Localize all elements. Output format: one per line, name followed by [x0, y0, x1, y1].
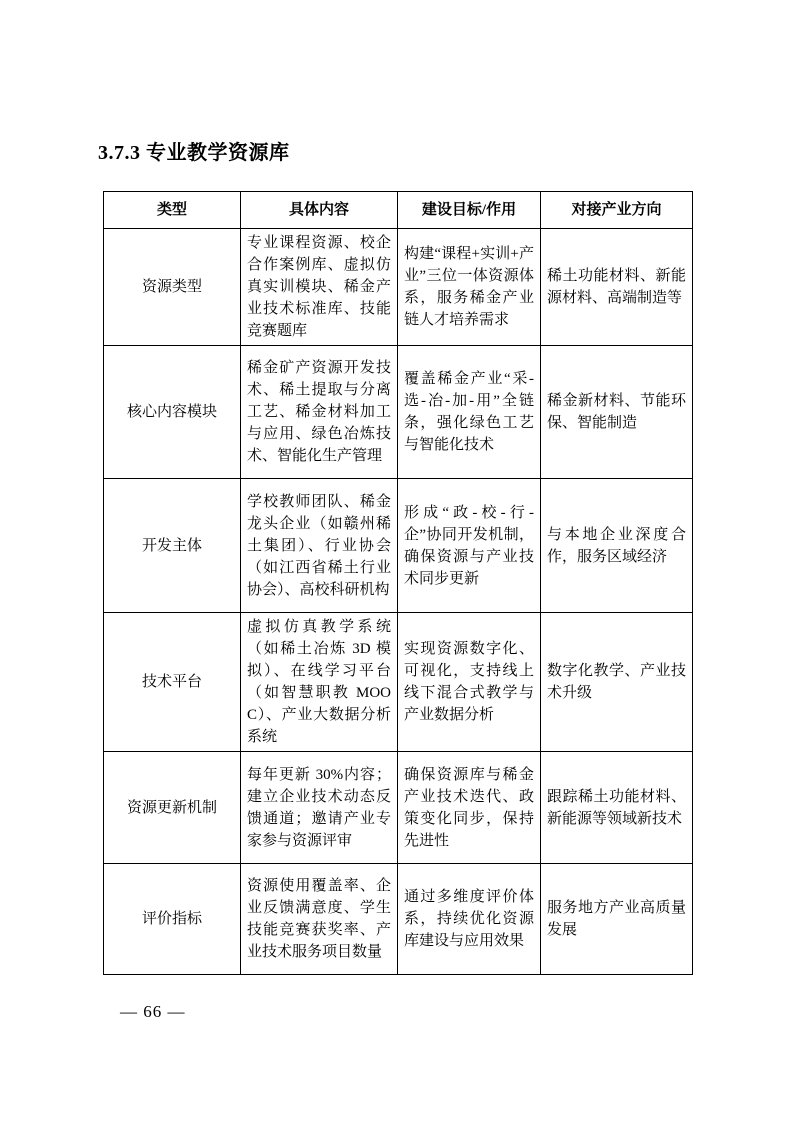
- page-number: — 66 —: [120, 1002, 186, 1021]
- table-row: [104, 613, 693, 752]
- table-row: [104, 479, 693, 613]
- cell-content: 每年更新 30%内容；建立企业技术动态反馈通道；邀请产业专家参与资源评审: [241, 752, 398, 864]
- column-header-content: 具体内容: [241, 192, 398, 229]
- cell-goal: 覆盖稀金产业“采-选-冶-加-用”全链条，强化绿色工艺与智能化技术: [398, 346, 541, 479]
- cell-goal: 通过多维度评价体系，持续优化资源库建设与应用效果: [398, 864, 541, 975]
- cell-content: 学校教师团队、稀金龙头企业（如赣州稀土集团）、行业协会（如江西省稀土行业协会）、高校科研机构: [241, 479, 398, 613]
- cell-content: 虚拟仿真教学系统（如稀土冶炼 3D 模拟）、在线学习平台（如智慧职教 MOOC）、产业大数据分析系统: [241, 613, 398, 752]
- cell-type: 资源更新机制: [104, 752, 241, 864]
- cell-type: 核心内容模块: [104, 346, 241, 479]
- cell-type: 开发主体: [104, 479, 241, 613]
- cell-industry: 稀金新材料、节能环保、智能制造: [541, 346, 693, 479]
- cell-goal: 形成“政-校-行-企”协同开发机制，确保资源与产业技术同步更新: [398, 479, 541, 613]
- cell-industry: 跟踪稀土功能材料、新能源等领域新技术: [541, 752, 693, 864]
- cell-content: 专业课程资源、校企合作案例库、虚拟仿真实训模块、稀金产业技术标准库、技能竞赛题库: [241, 229, 398, 346]
- table-row: [104, 752, 693, 864]
- cell-industry: 数字化教学、产业技术升级: [541, 613, 693, 752]
- section-title: 3.7.3 专业教学资源库: [98, 142, 290, 164]
- cell-industry: 与本地企业深度合作，服务区域经济: [541, 479, 693, 613]
- cell-industry: 稀土功能材料、新能源材料、高端制造等: [541, 229, 693, 346]
- resource-table: [103, 191, 693, 975]
- cell-content: 稀金矿产资源开发技术、稀土提取与分离工艺、稀金材料加工与应用、绿色冶炼技术、智能化生产管理: [241, 346, 398, 479]
- cell-goal: 确保资源库与稀金产业技术迭代、政策变化同步，保持先进性: [398, 752, 541, 864]
- cell-type: 资源类型: [104, 229, 241, 346]
- column-header-type: 类型: [104, 192, 241, 229]
- cell-goal: 构建“课程+实训+产业”三位一体资源体系，服务稀金产业链人才培养需求: [398, 229, 541, 346]
- table-row: [104, 229, 693, 346]
- cell-goal: 实现资源数字化、可视化，支持线上线下混合式教学与产业数据分析: [398, 613, 541, 752]
- column-header-goal: 建设目标/作用: [398, 192, 541, 229]
- table-row: [104, 346, 693, 479]
- table-header-row: [104, 192, 693, 229]
- column-header-industry: 对接产业方向: [541, 192, 693, 229]
- cell-type: 技术平台: [104, 613, 241, 752]
- cell-type: 评价指标: [104, 864, 241, 975]
- cell-industry: 服务地方产业高质量发展: [541, 864, 693, 975]
- table-row: [104, 864, 693, 975]
- cell-content: 资源使用覆盖率、企业反馈满意度、学生技能竞赛获奖率、产业技术服务项目数量: [241, 864, 398, 975]
